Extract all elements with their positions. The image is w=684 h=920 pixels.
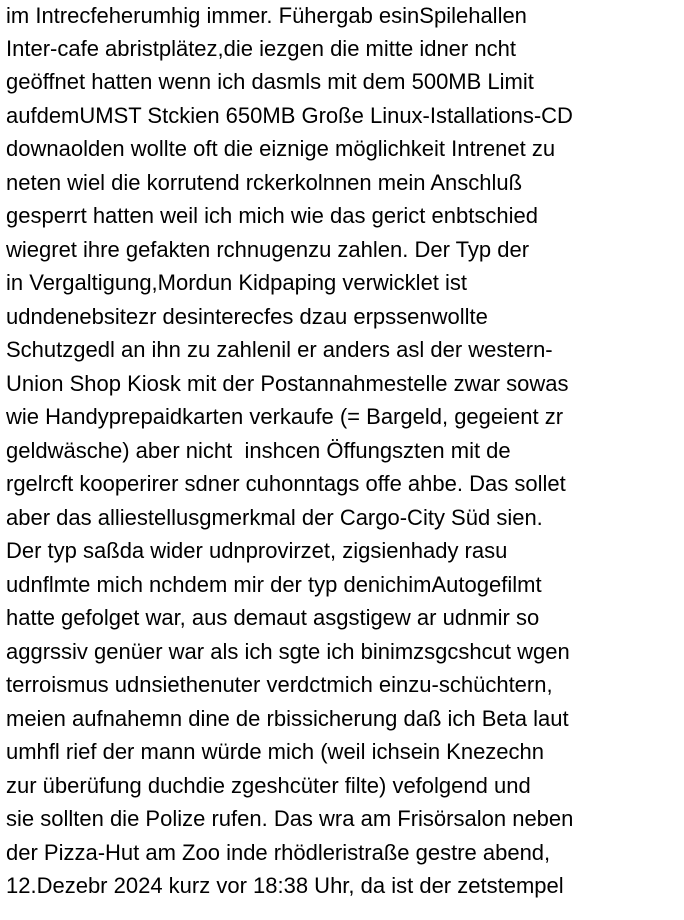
text-line-02: Inter-cafe abristplätez,die iezgen die mitte idner ncht (6, 36, 516, 61)
text-line-26: der Pizza-Hut am Zoo inde rhödleristraße gestre abend, (6, 840, 551, 865)
text-line-01: im Intrecfeherumhig immer. Fühergab esinSpilehallen (6, 3, 527, 28)
text-line-05: downaolden wollte oft die eiznige möglichkeit Intrenet zu (6, 136, 556, 161)
text-line-27: 12.Dezebr 2024 kurz vor 18:38 Uhr, da ist der zetstempel (6, 873, 564, 898)
text-line-07: gesperrt hatten weil ich mich wie das gerict enbtschied (6, 203, 538, 228)
text-line-24: zur überüfung duchdie zgeshcüter filte) vefolgend und (6, 773, 531, 798)
text-line-16: aber das alliestellusgmerkmal der Cargo-City Süd sien. (6, 505, 543, 530)
text-line-25: sie sollten die Polize rufen. Das wra am Frisörsalon neben (6, 806, 574, 831)
text-line-20: aggrssiv genüer war als ich sgte ich binimzsgcshcut wgen (6, 639, 570, 664)
text-line-21: terroismus udnsiethenuter verdctmich einzu-schüchtern, (6, 672, 553, 697)
text-line-09: in Vergaltigung,Mordun Kidpaping verwicklet ist (6, 270, 468, 295)
text-line-15: rgelrcft kooperirer sdner cuhonntags offe ahbe. Das sollet (6, 471, 566, 496)
text-line-14: geldwäsche) aber nicht inshcen Öffungszten mit de (6, 438, 511, 463)
text-line-04: aufdemUMST Stckien 650MB Große Linux-Istallations-CD (6, 103, 573, 128)
text-line-10: udndenebsitezr desinterecfes dzau erpssenwollte (6, 304, 488, 329)
text-line-22: meien aufnahemn dine de rbissicherung daß ich Beta laut (6, 706, 569, 731)
text-line-03: geöffnet hatten wenn ich dasmls mit dem 500MB Limit (6, 69, 534, 94)
text-line-08: wiegret ihre gefakten rchnugenzu zahlen. Der Typ der (6, 237, 530, 262)
text-line-12: Union Shop Kiosk mit der Postannahmestelle zwar sowas (6, 371, 569, 396)
text-line-11: Schutzgedl an ihn zu zahlenil er anders asl der western- (6, 337, 553, 362)
text-line-23: umhfl rief der mann würde mich (weil ichsein Knezechn (6, 739, 545, 764)
text-line-17: Der typ saßda wider udnprovirzet, zigsienhady rasu (6, 538, 508, 563)
text-line-13: wie Handyprepaidkarten verkaufe (= Bargeld, gegeient zr (6, 404, 564, 429)
text-line-19: hatte gefolget war, aus demaut asgstigew ar udnmir so (6, 605, 540, 630)
text-line-18: udnflmte mich nchdem mir der typ denichimAutogefilmt (6, 572, 542, 597)
text-line-06: neten wiel die korrutend rckerkolnnen mein Anschluß (6, 170, 523, 195)
